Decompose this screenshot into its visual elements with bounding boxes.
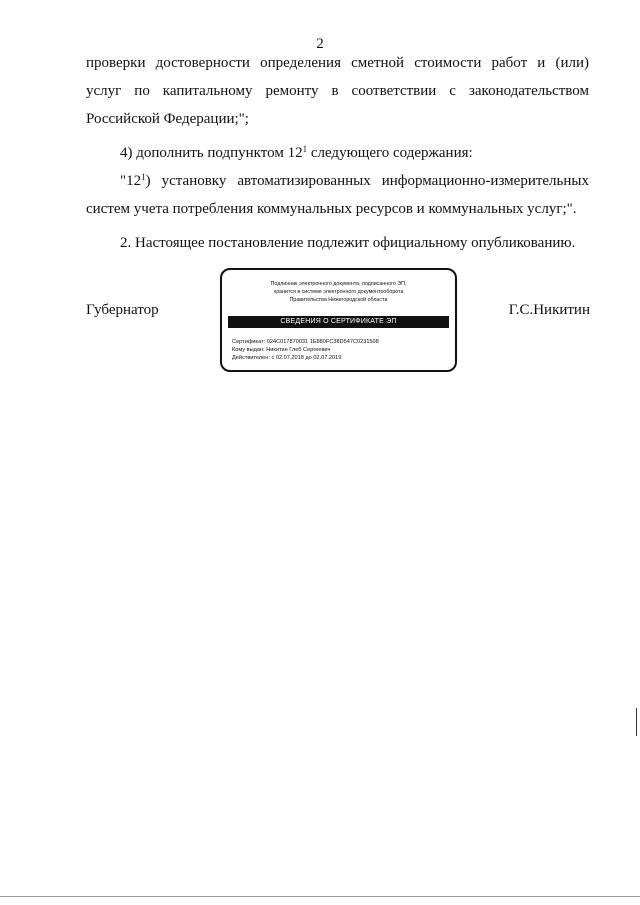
stamp-issued-row	[232, 346, 379, 354]
stamp-cert-label: Сертификат:	[232, 339, 266, 345]
paragraph-line	[86, 77, 589, 105]
scan-artifact	[0, 896, 640, 897]
superscript: 1	[302, 144, 308, 154]
paragraph-3-line-1-rest: ) установку автоматизированных информационно-измерительных	[145, 173, 589, 189]
paragraph-1-line-1: проверки достоверности определения сметной стоимости работ и (или)	[86, 55, 589, 71]
e-signature-stamp	[220, 268, 457, 372]
paragraph-2	[86, 139, 589, 167]
paragraph-2-prefix: 4) дополнить подпунктом 12	[120, 145, 303, 161]
paragraph-4	[86, 229, 589, 257]
stamp-issued-label: Кому выдан:	[232, 347, 265, 353]
scan-artifact	[636, 708, 637, 736]
paragraph-line	[86, 105, 589, 133]
stamp-header: СВЕДЕНИЯ О СЕРТИФИКАТЕ ЭП	[228, 316, 449, 328]
stamp-note-line: Правительства Нижегородской области	[289, 297, 388, 303]
page-number: 2	[316, 36, 324, 52]
stamp-note-line: Подлинник электронного документа, подписанного ЭП,	[270, 281, 407, 287]
paragraph-3-quote: "12	[120, 173, 142, 189]
signature-title: Губернатор	[86, 302, 159, 318]
paragraph-1-line-3: Российской Федерации;";	[86, 111, 249, 127]
paragraph-3-line-2	[86, 195, 589, 223]
stamp-cert-row	[232, 338, 379, 346]
superscript: 1	[141, 172, 146, 182]
stamp-note	[222, 280, 455, 304]
stamp-details	[232, 338, 379, 362]
stamp-valid-row	[232, 354, 379, 362]
stamp-valid-value: с 02.07.2018 до 02.07.2019	[271, 355, 342, 361]
paragraph-4-text: 2. Настоящее постановление подлежит официальному опубликованию.	[120, 235, 576, 251]
stamp-issued-value: Никитин Глеб Сергеевич	[266, 347, 331, 353]
stamp-cert-value: 024C017870031 1E880FC38D547C0231508	[266, 339, 379, 345]
stamp-valid-label: Действителен:	[232, 355, 270, 361]
signature-name: Г.С.Никитин	[508, 302, 590, 318]
paragraph-2-suffix: следующего содержания:	[307, 145, 473, 161]
paragraph-1-line-2: услуг по капитальному ремонту в соответствии с законодательством	[86, 83, 589, 99]
paragraph-3-line-1	[86, 167, 589, 195]
paragraph-line	[86, 49, 589, 77]
stamp-note-line: хранится в системе электронного документооборота	[273, 289, 404, 295]
paragraph-3-line-2-text: систем учета потребления коммунальных ресурсов и коммунальных услуг;".	[86, 201, 577, 217]
